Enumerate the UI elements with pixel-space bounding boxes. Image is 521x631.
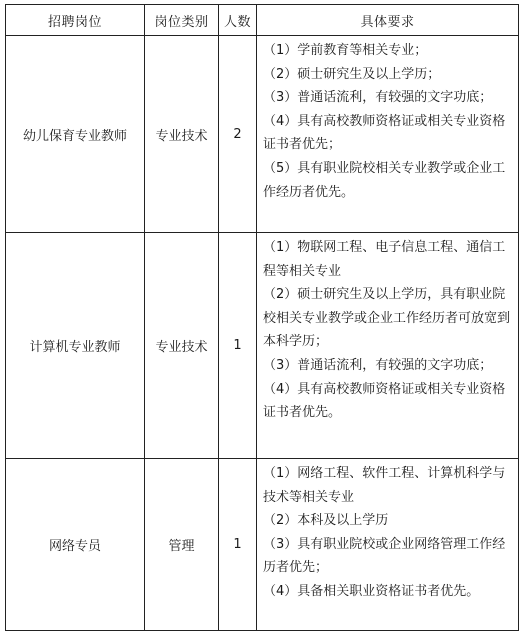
requirements-cell (257, 459, 519, 631)
header-position: 招聘岗位 (6, 5, 145, 36)
requirement-item: （4）具备相关职业资格证书者优先。 (263, 583, 480, 599)
category-cell: 专业技术 (145, 36, 219, 233)
requirements-cell (257, 233, 519, 459)
requirement-item: （4）具有高校教师资格证或相关专业资格证书者优先； (263, 113, 506, 153)
requirement-item: （1）物联网工程、电子信息工程、通信工程等相关专业 (263, 240, 506, 279)
header-row (6, 5, 519, 36)
requirement-item: （3）具有职业院校或企业网络管理工作经历者优先； (263, 536, 506, 576)
table-row (6, 459, 519, 631)
position-cell: 计算机专业教师 (6, 233, 145, 459)
table-row (6, 36, 519, 233)
requirement-item: （4）具有高校教师资格证或相关专业资格证书者优先。 (263, 381, 506, 421)
requirement-item: （5）具有职业院校相关专业教学或企业工作经历者优先。 (263, 160, 506, 200)
table-row (6, 233, 519, 459)
requirement-item: （3）普通话流利，有较强的文字功底； (263, 357, 493, 373)
count-cell: 1 (219, 233, 257, 459)
category-cell: 管理 (145, 459, 219, 631)
recruitment-table (5, 4, 519, 631)
header-requirements: 具体要求 (257, 5, 519, 36)
requirement-item: （1）网络工程、软件工程、计算机科学与技术等相关专业 (263, 466, 506, 505)
count-cell: 1 (219, 459, 257, 631)
requirement-item: （3）普通话流利，有较强的文字功底； (263, 90, 493, 106)
requirement-item: （2）本科及以上学历 (263, 513, 389, 529)
header-category: 岗位类别 (145, 5, 219, 36)
requirement-item: （2）硕士研究生及以上学历； (263, 66, 441, 82)
requirement-item: （1）学前教育等相关专业； (263, 43, 428, 58)
header-count: 人数 (219, 5, 257, 36)
requirement-item: （2）硕士研究生及以上学历，具有职业院校相关专业教学或企业工作经历者可放宽到本科学历； (263, 287, 511, 350)
position-cell: 网络专员 (6, 459, 145, 631)
position-cell: 幼儿保育专业教师 (6, 36, 145, 233)
count-cell: 2 (219, 36, 257, 233)
category-cell: 专业技术 (145, 233, 219, 459)
requirements-cell (257, 36, 519, 233)
